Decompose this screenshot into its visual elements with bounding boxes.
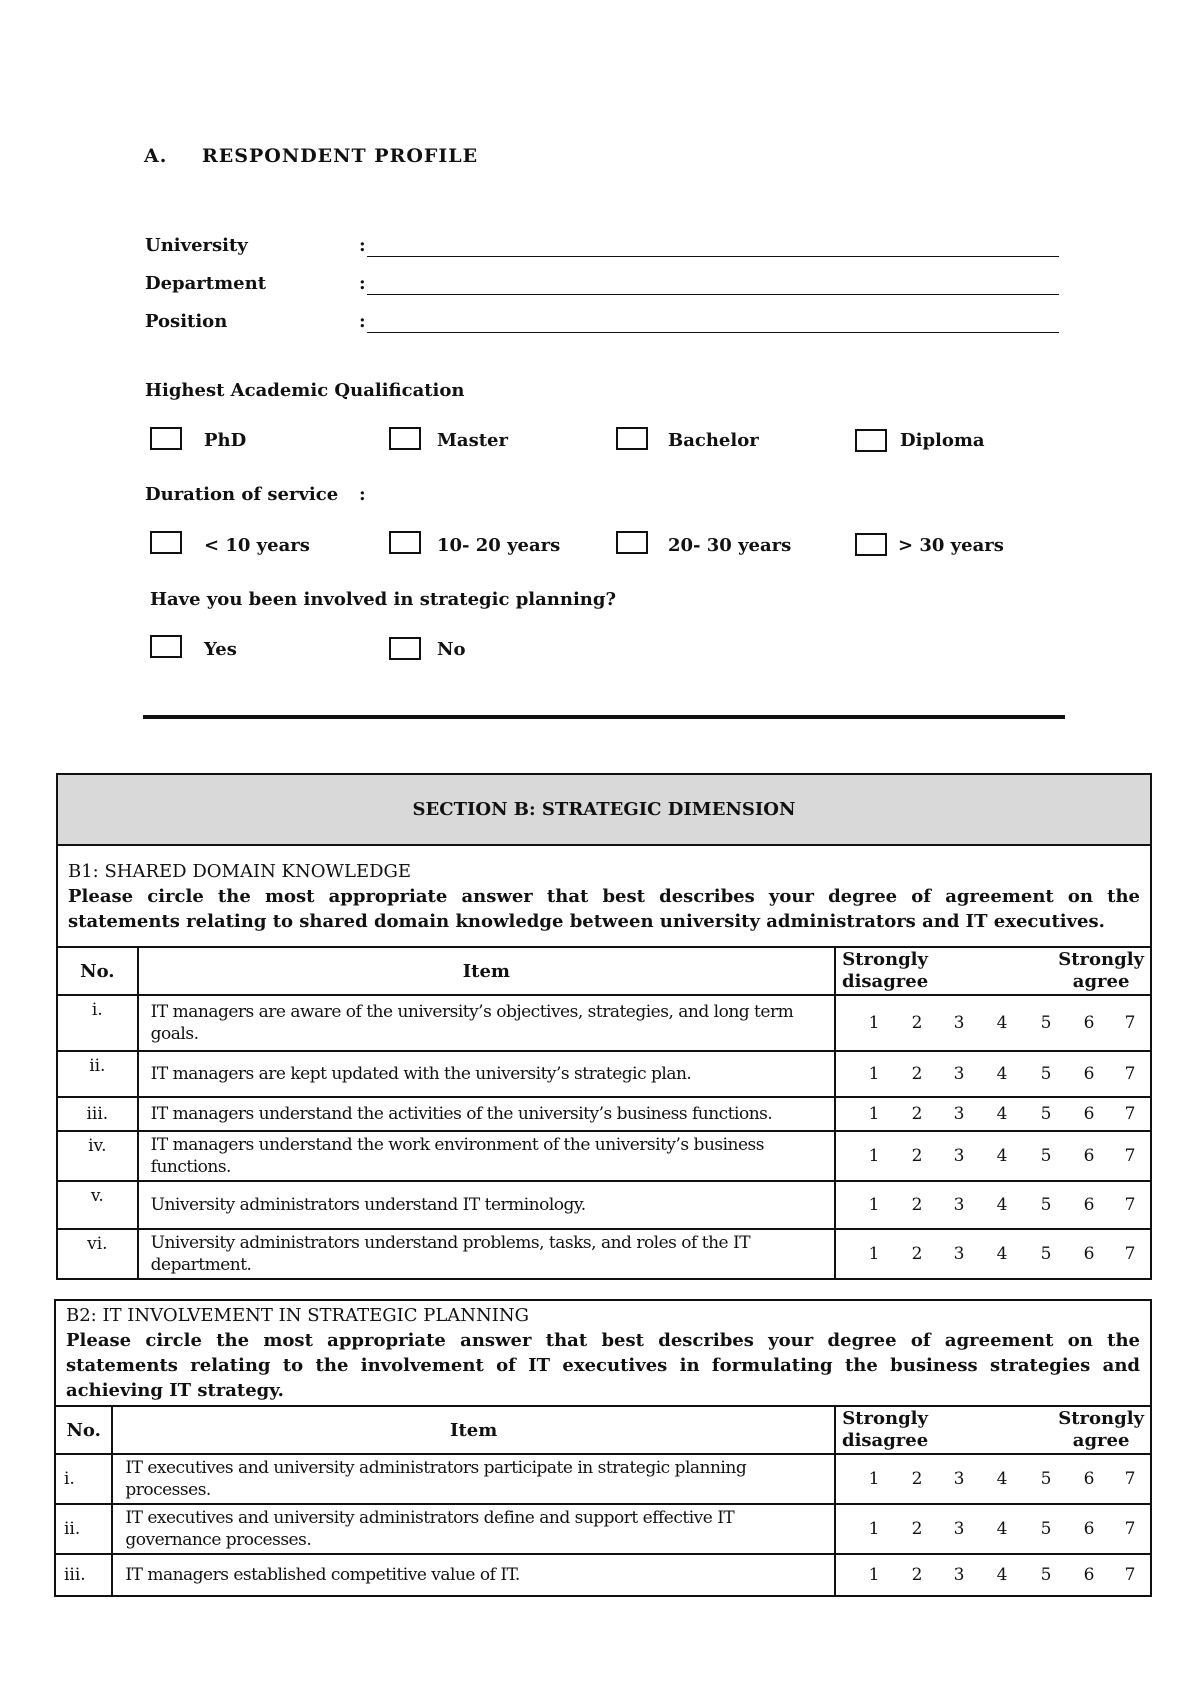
scale-option-4[interactable]: 4 [996, 1146, 1008, 1166]
duration-colon: : [359, 484, 366, 505]
option-20-30-label: 20- 30 years [668, 535, 792, 556]
position-label: Position [145, 311, 228, 332]
b1-row-2-no: ii. [57, 1051, 138, 1097]
position-colon: : [359, 311, 366, 332]
b1-row-3-no: iii. [57, 1097, 138, 1131]
scale-option-5[interactable]: 5 [1040, 1064, 1052, 1084]
scale-option-1[interactable]: 1 [868, 1469, 880, 1489]
b1-row-5-item: University administrators understand IT terminology. [138, 1181, 835, 1229]
scale-option-6[interactable]: 6 [1083, 1565, 1095, 1585]
b1-scale-high-2: agree [1072, 971, 1130, 992]
b1-row-4-scale[interactable] [835, 1131, 1151, 1181]
scale-option-2[interactable]: 2 [911, 1244, 923, 1264]
scale-option-2[interactable]: 2 [911, 1469, 923, 1489]
scale-option-2[interactable]: 2 [911, 1195, 923, 1215]
scale-option-3[interactable]: 3 [953, 1146, 965, 1166]
scale-option-7[interactable]: 7 [1124, 1064, 1136, 1084]
scale-option-3[interactable]: 3 [953, 1519, 965, 1539]
checkbox-20-30[interactable] [616, 531, 648, 554]
scale-option-2[interactable]: 2 [911, 1013, 923, 1033]
b2-row-1-item: IT executives and university administrators participate in strategic planning processes. [112, 1454, 835, 1504]
scale-option-1[interactable]: 1 [868, 1104, 880, 1124]
section-divider [143, 715, 1065, 719]
scale-option-5[interactable]: 5 [1040, 1519, 1052, 1539]
b2-row-3-scale[interactable] [835, 1554, 1151, 1596]
option-bachelor-label: Bachelor [668, 430, 759, 451]
university-field[interactable] [367, 256, 1059, 257]
option-diploma-label: Diploma [900, 430, 985, 451]
department-field[interactable] [367, 294, 1059, 295]
b1-col-no: No. [57, 947, 138, 995]
b2-row-1-scale[interactable] [835, 1454, 1151, 1504]
position-field[interactable] [367, 332, 1059, 333]
b2-scale-low-1: Strongly [842, 1408, 928, 1429]
scale-option-4[interactable]: 4 [996, 1104, 1008, 1124]
b2-scale-header [835, 1406, 1151, 1454]
scale-option-6[interactable]: 6 [1083, 1469, 1095, 1489]
b2-row-3-item: IT managers established competitive value of IT. [112, 1554, 835, 1596]
b2-table [54, 1299, 1152, 1597]
scale-option-2[interactable]: 2 [911, 1146, 923, 1166]
section-a-heading: RESPONDENT PROFILE [202, 145, 479, 167]
qualification-label: Highest Academic Qualification [145, 380, 465, 401]
scale-option-5[interactable]: 5 [1040, 1565, 1052, 1585]
b1-row-1-no: i. [57, 995, 138, 1051]
department-label: Department [145, 273, 267, 294]
option-master-label: Master [437, 430, 508, 451]
scale-option-3[interactable]: 3 [953, 1013, 965, 1033]
b1-scale-header [835, 947, 1151, 995]
scale-option-6[interactable]: 6 [1083, 1244, 1095, 1264]
scale-option-5[interactable]: 5 [1040, 1104, 1052, 1124]
checkbox-yes[interactable] [150, 635, 182, 658]
b2-row-2-scale[interactable] [835, 1504, 1151, 1554]
b1-row-6-scale[interactable] [835, 1229, 1151, 1279]
scale-option-4[interactable]: 4 [996, 1244, 1008, 1264]
scale-option-3[interactable]: 3 [953, 1244, 965, 1264]
option-yes-label: Yes [204, 639, 237, 660]
scale-option-3[interactable]: 3 [953, 1064, 965, 1084]
section-a-number: A. [144, 145, 168, 167]
scale-option-7[interactable]: 7 [1124, 1013, 1136, 1033]
scale-option-1[interactable]: 1 [868, 1013, 880, 1033]
checkbox-under-10[interactable] [150, 531, 182, 554]
scale-option-6[interactable]: 6 [1083, 1146, 1095, 1166]
scale-option-2[interactable]: 2 [911, 1565, 923, 1585]
b1-row-1-scale[interactable] [835, 995, 1151, 1051]
scale-option-1[interactable]: 1 [868, 1064, 880, 1084]
scale-option-7[interactable]: 7 [1124, 1519, 1136, 1539]
b1-scale-low-2: disagree [841, 971, 929, 992]
checkbox-diploma[interactable] [855, 429, 887, 452]
b1-intro [57, 845, 1151, 947]
option-under-10-label: < 10 years [204, 535, 310, 556]
university-colon: : [359, 235, 366, 256]
b1-row-4-item: IT managers understand the work environment of the university’s business functions. [138, 1131, 835, 1181]
b1-scale-high-1: Strongly [1058, 949, 1144, 970]
scale-option-4[interactable]: 4 [996, 1469, 1008, 1489]
b1-table [56, 773, 1152, 1280]
option-phd-label: PhD [204, 430, 247, 451]
scale-option-6[interactable]: 6 [1083, 1104, 1095, 1124]
checkbox-bachelor[interactable] [616, 427, 648, 450]
scale-option-1[interactable]: 1 [868, 1565, 880, 1585]
scale-option-6[interactable]: 6 [1083, 1013, 1095, 1033]
section-a-title [144, 145, 478, 167]
scale-option-6[interactable]: 6 [1083, 1195, 1095, 1215]
scale-option-2[interactable]: 2 [911, 1519, 923, 1539]
b1-row-1-item: IT managers are aware of the university’s objectives, strategies, and long term goals. [138, 995, 835, 1051]
b1-row-2-item: IT managers are kept updated with the university’s strategic plan. [138, 1051, 835, 1097]
b2-row-1-no: i. [55, 1454, 112, 1504]
scale-option-6[interactable]: 6 [1083, 1064, 1095, 1084]
b2-title: B2: IT INVOLVEMENT IN STRATEGIC PLANNING [66, 1305, 530, 1326]
checkbox-10-20[interactable] [389, 531, 421, 554]
b1-row-6-item: University administrators understand problems, tasks, and roles of the IT department. [138, 1229, 835, 1279]
b1-instruction: Please circle the most appropriate answer that best describes your degree of agreement on the statements relating to shared domain knowledge between university administrators and IT executives. [68, 885, 1140, 932]
strategic-planning-question: Have you been involved in strategic planning? [150, 589, 617, 610]
b1-row-4-no: iv. [57, 1131, 138, 1181]
scale-option-7[interactable]: 7 [1124, 1565, 1136, 1585]
b1-row-3-item: IT managers understand the activities of the university’s business functions. [138, 1097, 835, 1131]
university-label: University [145, 235, 248, 256]
b2-instruction: Please circle the most appropriate answer that best describes your degree of agreement on the statements relating to the involvement of IT executives in formulating the business strategies and achieving IT strategy. [66, 1330, 1140, 1401]
scale-option-4[interactable]: 4 [996, 1519, 1008, 1539]
scale-option-1[interactable]: 1 [868, 1146, 880, 1166]
scale-option-5[interactable]: 5 [1040, 1146, 1052, 1166]
b2-scale-high-1: Strongly [1058, 1408, 1144, 1429]
scale-option-3[interactable]: 3 [953, 1195, 965, 1215]
b2-scale-high-2: agree [1072, 1430, 1130, 1451]
b1-scale-low-1: Strongly [842, 949, 928, 970]
b1-row-6-no: vi. [57, 1229, 138, 1279]
scale-option-7[interactable]: 7 [1124, 1469, 1136, 1489]
scale-option-3[interactable]: 3 [953, 1104, 965, 1124]
scale-option-5[interactable]: 5 [1040, 1469, 1052, 1489]
b1-row-2-scale[interactable] [835, 1051, 1151, 1097]
scale-option-3[interactable]: 3 [953, 1469, 965, 1489]
scale-option-1[interactable]: 1 [868, 1195, 880, 1215]
option-10-20-label: 10- 20 years [437, 535, 561, 556]
scale-option-2[interactable]: 2 [911, 1104, 923, 1124]
checkbox-master[interactable] [389, 427, 421, 450]
section-b-title: SECTION B: STRATEGIC DIMENSION [57, 774, 1151, 845]
scale-option-7[interactable]: 7 [1124, 1195, 1136, 1215]
scale-option-7[interactable]: 7 [1124, 1244, 1136, 1264]
option-over-30-label: > 30 years [898, 535, 1004, 556]
b1-row-5-no: v. [57, 1181, 138, 1229]
scale-option-6[interactable]: 6 [1083, 1519, 1095, 1539]
scale-option-5[interactable]: 5 [1040, 1013, 1052, 1033]
b2-col-item: Item [112, 1406, 835, 1454]
scale-option-4[interactable]: 4 [996, 1565, 1008, 1585]
checkbox-phd[interactable] [150, 427, 182, 450]
scale-option-1[interactable]: 1 [868, 1519, 880, 1539]
scale-option-4[interactable]: 4 [996, 1195, 1008, 1215]
scale-option-1[interactable]: 1 [868, 1244, 880, 1264]
scale-option-5[interactable]: 5 [1040, 1195, 1052, 1215]
scale-option-3[interactable]: 3 [953, 1565, 965, 1585]
b2-intro [55, 1300, 1151, 1406]
b2-row-3-no: iii. [55, 1554, 112, 1596]
duration-label: Duration of service [145, 484, 339, 505]
checkbox-over-30[interactable] [855, 533, 887, 556]
department-colon: : [359, 273, 366, 294]
scale-option-7[interactable]: 7 [1124, 1146, 1136, 1166]
b1-row-3-scale[interactable] [835, 1097, 1151, 1131]
b2-row-2-no: ii. [55, 1504, 112, 1554]
b2-col-no: No. [55, 1406, 112, 1454]
checkbox-no[interactable] [389, 637, 421, 660]
b2-row-2-item: IT executives and university administrators define and support effective IT governance processes. [112, 1504, 835, 1554]
b1-row-5-scale[interactable] [835, 1181, 1151, 1229]
scale-option-5[interactable]: 5 [1040, 1244, 1052, 1264]
b2-scale-low-2: disagree [841, 1430, 929, 1451]
scale-option-7[interactable]: 7 [1124, 1104, 1136, 1124]
b1-col-item: Item [138, 947, 835, 995]
scale-option-4[interactable]: 4 [996, 1013, 1008, 1033]
b1-title: B1: SHARED DOMAIN KNOWLEDGE [68, 860, 412, 882]
scale-option-4[interactable]: 4 [996, 1064, 1008, 1084]
option-no-label: No [437, 639, 466, 660]
scale-option-2[interactable]: 2 [911, 1064, 923, 1084]
